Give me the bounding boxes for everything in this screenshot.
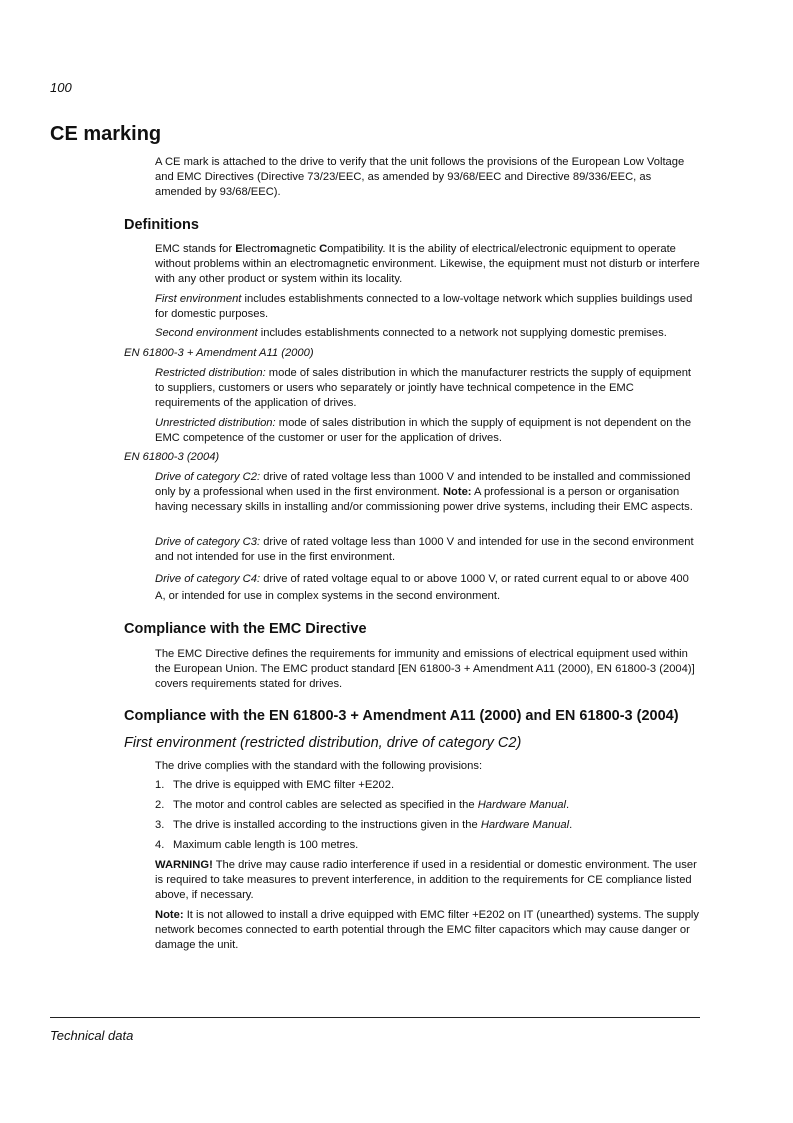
list-item (155, 838, 700, 853)
warning-label: WARNING! (155, 859, 213, 871)
first-env-term: First environment (155, 293, 242, 305)
list-item-text: The drive is equipped with EMC filter +E202. (173, 779, 395, 791)
category-c2-definition (155, 470, 700, 515)
list-item-text: The motor and control cables are selected as specified in the (173, 799, 478, 811)
footer-divider (50, 1017, 700, 1018)
list-item-italic: Hardware Manual (480, 819, 570, 831)
intro-text: A CE mark is attached to the drive to verify that the unit follows the provisions of the European Low Voltage and EMC Directives (Directive 73/23/EEC, as amended by 93/68/EEC and Directive 89/336/EEC, as amended by 93/68/EEC). (155, 156, 685, 198)
list-item (155, 818, 700, 833)
restricted-text: mode of sales distribution in which the manufacturer restricts the supply of equipment to suppliers, customers or users who separately or jointly have technical competence in the EMC requirements of the application of drives. (155, 367, 692, 409)
list-item-text: Maximum cable length is 100 metres. (173, 839, 359, 851)
list-item-number: 3. (155, 819, 165, 831)
warning-text: The drive may cause radio interference if used in a residential or domestic environment. The user is required to take measures to prevent interference, in addition to the requirements for CE compliance listed above, if necessary. (155, 859, 697, 901)
warning-paragraph (155, 858, 700, 903)
compliance-emc-paragraph (155, 647, 700, 692)
emc-text-2: lectro (242, 243, 271, 255)
intro-paragraph (155, 155, 700, 200)
standard-label-2004: EN 61800-3 (2004) (124, 451, 220, 463)
unrestricted-term: Unrestricted distribution: (155, 417, 276, 429)
c2-note-label: Note: (442, 486, 472, 498)
emc-bold-e: E (235, 243, 243, 255)
list-item-number: 4. (155, 839, 165, 851)
restricted-term: Restricted distribution: (155, 367, 266, 379)
page-number: 100 (50, 80, 72, 95)
emc-text-1: EMC stands for (155, 243, 236, 255)
unrestricted-text: mode of sales distribution in which the supply of equipment is not dependent on the EMC competence of the customer or user for the application of drives. (155, 417, 692, 444)
footer-label: Technical data (50, 1028, 134, 1043)
compliance-en-subheading: First environment (restricted distribution, drive of category C2) (124, 735, 522, 751)
list-item-text: The drive is installed according to the instructions given in the (173, 819, 481, 831)
note-label: Note: (155, 909, 184, 921)
c3-term: Drive of category C3: (155, 536, 261, 548)
category-c3-definition (155, 535, 700, 565)
list-item-end: . (569, 819, 573, 831)
emc-definition (155, 242, 700, 287)
note-paragraph (155, 908, 700, 953)
standard-label-2000: EN 61800-3 + Amendment A11 (2000) (124, 347, 314, 359)
first-env-text: includes establishments connected to a low-voltage network which supplies buildings used for domestic purposes. (155, 293, 693, 320)
emc-bold-m: m (270, 243, 280, 255)
list-item (155, 798, 700, 813)
list-item-number: 2. (155, 799, 165, 811)
definitions-heading: Definitions (124, 217, 199, 233)
provisions-intro-text: The drive complies with the standard with the following provisions: (155, 760, 483, 772)
compliance-emc-text: The EMC Directive defines the requirements for immunity and emissions of electrical equipment used within the European Union. The EMC product standard [EN 61800-3 + Amendment A11 (2000), EN 61800-3 (2004)] covers requirements stated for drives. (155, 648, 695, 690)
second-environment-definition (155, 326, 700, 341)
c4-term: Drive of category C4: (155, 573, 261, 585)
emc-text-4: ompatibility. It is the ability of electrical/electronic equipment to operate without problems within an electromagnetic environment. Likewise, the equipment must not disturb or interfere with any other product or system within its locality. (155, 243, 700, 285)
second-env-term: Second environment (155, 327, 258, 339)
list-item (155, 778, 700, 793)
compliance-emc-heading: Compliance with the EMC Directive (124, 621, 367, 637)
second-env-text: includes establishments connected to a network not supplying domestic premises. (257, 327, 667, 339)
c2-term: Drive of category C2: (155, 471, 261, 483)
list-item-end: . (566, 799, 570, 811)
c2-text: drive of rated voltage less than 1000 V and intended to be installed and commissioned only by a professional when used in the first environment. (155, 471, 691, 498)
compliance-en-heading: Compliance with the EN 61800-3 + Amendment A11 (2000) and EN 61800-3 (2004) (124, 708, 679, 724)
provisions-intro (155, 759, 700, 774)
emc-text-3: agnetic (279, 243, 320, 255)
first-environment-definition (155, 292, 700, 322)
list-item-number: 1. (155, 779, 165, 791)
restricted-distribution-definition (155, 366, 700, 411)
c3-text: drive of rated voltage less than 1000 V and intended for use in the second environment and not intended for use in the first environment. (155, 536, 694, 563)
section-title: CE marking (50, 123, 162, 145)
unrestricted-distribution-definition (155, 416, 700, 446)
category-c4-definition (155, 571, 700, 605)
c2-note-text: A professional is a person or organisation having necessary skills in installing and/or commissioning power drive systems, including their EMC aspects. (155, 486, 693, 513)
list-item-italic: Hardware Manual (477, 799, 567, 811)
emc-bold-c: C (319, 243, 328, 255)
note-text: It is not allowed to install a drive equipped with EMC filter +E202 on IT (unearthed) systems. The supply network becomes connected to earth potential through the EMC filter capacitors which may cause danger or damage the unit. (155, 909, 699, 951)
c4-text: drive of rated voltage equal to or above 1000 V, or rated current equal to or above 400 A, or intended for use in complex systems in the second environment. (155, 573, 689, 602)
